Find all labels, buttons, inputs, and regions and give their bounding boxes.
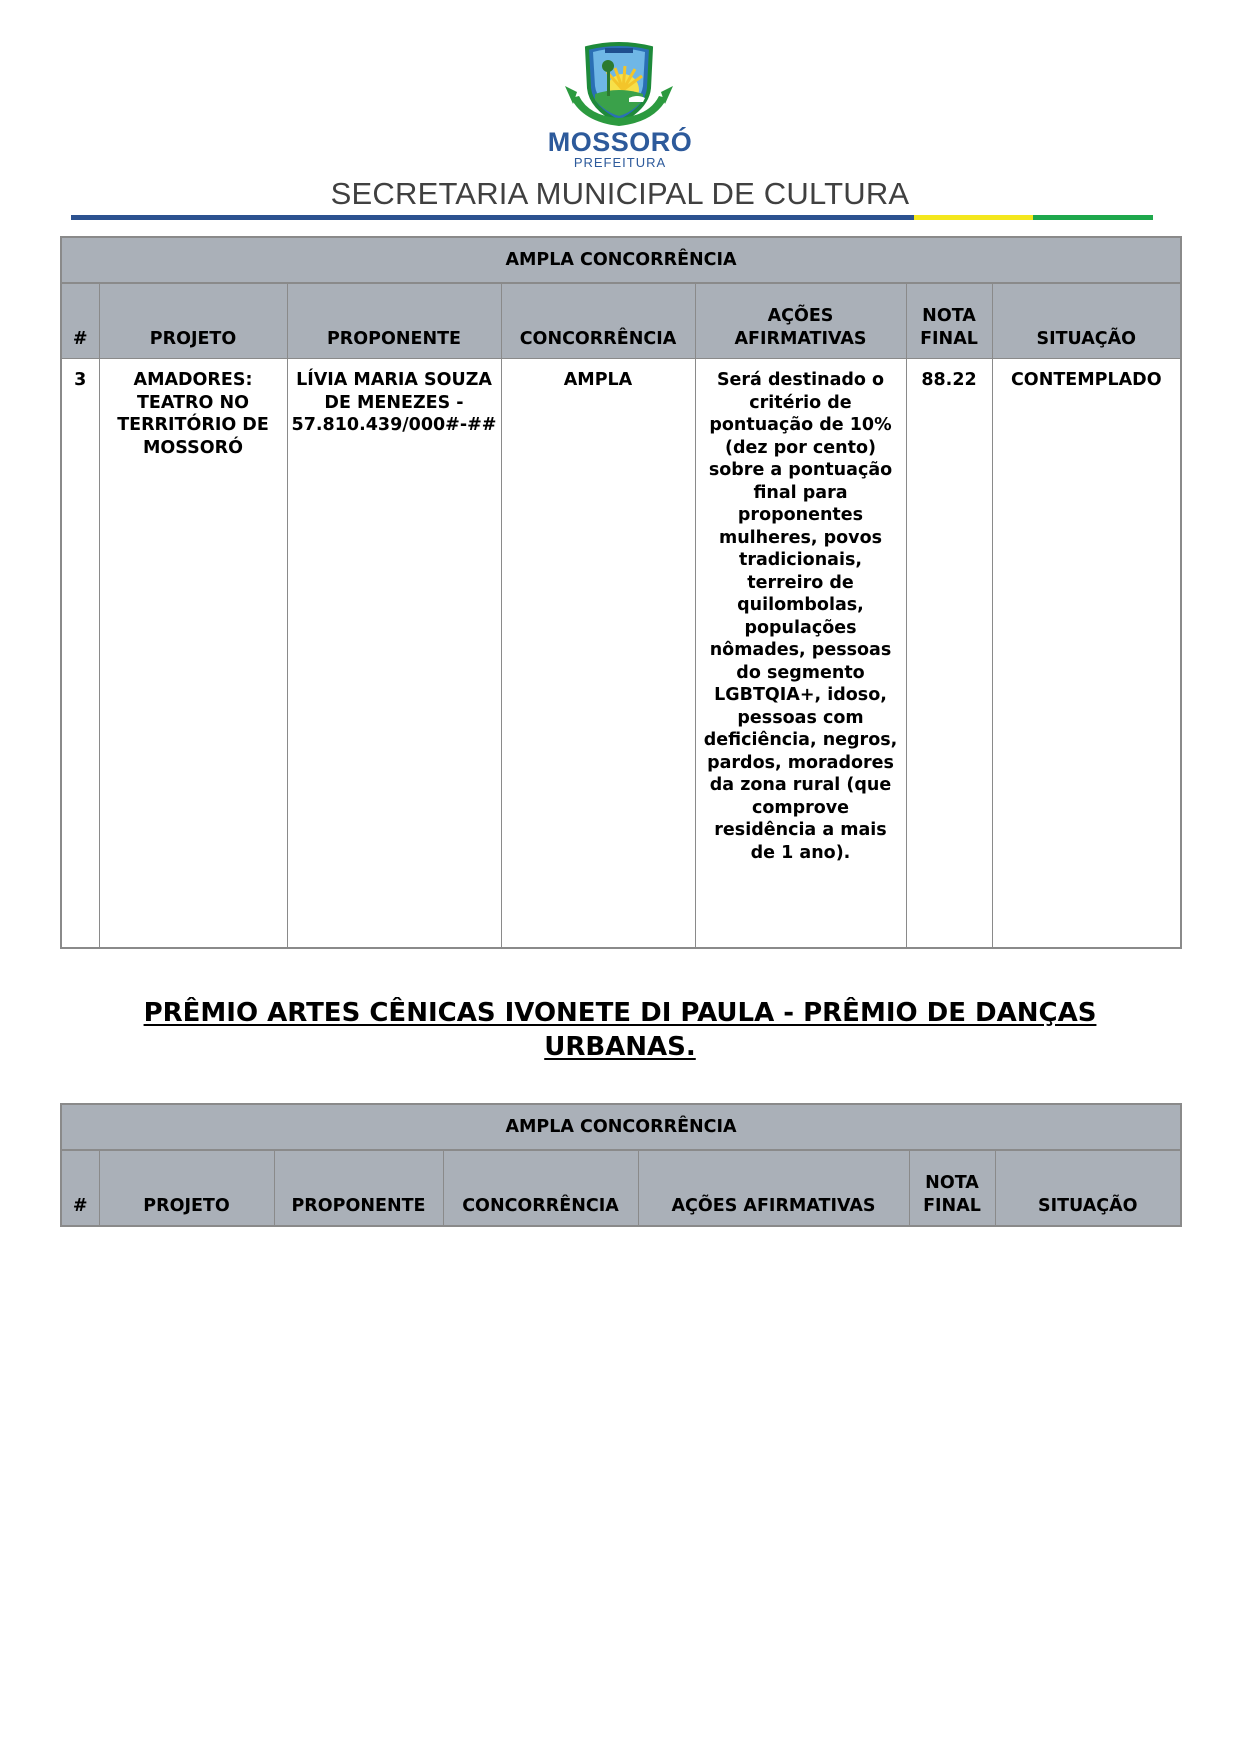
brand-block xyxy=(520,128,720,170)
results-table-dancas-urbanas xyxy=(60,1103,1182,1227)
column-header-number: # xyxy=(61,1150,99,1226)
column-header-concorrencia: CONCORRÊNCIA xyxy=(443,1150,638,1226)
column-header-situacao: SITUAÇÃO xyxy=(995,1150,1181,1226)
cell-acoes-afirmativas: Será destinado o critério de pontuação de 10% (dez por cento) sobre a pontuação final para proponentes mulheres, povos tradicionais, terreiro de quilombolas, populações nômades, pessoas do segmento LGBTQIA+, idoso, pessoas com deficiência, negros, pardos, moradores da zona rural (que comprove residência a mais de 1 ano). xyxy=(695,359,906,949)
cell-projeto: AMADORES: TEATRO NO TERRITÓRIO DE MOSSORÓ xyxy=(99,359,287,949)
cell-nota-final: 88.22 xyxy=(906,359,992,949)
brand-subtitle: PREFEITURA xyxy=(573,155,667,170)
mossoro-coat-of-arms-icon xyxy=(563,42,675,132)
table-band-header: AMPLA CONCORRÊNCIA xyxy=(61,1104,1181,1150)
cell-concorrencia: AMPLA xyxy=(501,359,695,949)
column-header-proponente: PROPONENTE xyxy=(287,283,501,359)
column-header-acoes-afirmativas: AÇÕES AFIRMATIVAS xyxy=(638,1150,909,1226)
header-stripe-yellow xyxy=(914,215,1033,220)
column-header-proponente: PROPONENTE xyxy=(274,1150,443,1226)
column-header-projeto: PROJETO xyxy=(99,1150,274,1226)
table-band-header: AMPLA CONCORRÊNCIA xyxy=(61,237,1181,283)
results-table-teatro xyxy=(60,236,1182,949)
column-header-acoes-afirmativas: AÇÕES AFIRMATIVAS xyxy=(695,283,906,359)
column-header-nota-final: NOTA FINAL xyxy=(909,1150,995,1226)
column-header-concorrencia: CONCORRÊNCIA xyxy=(501,283,695,359)
brand-name: MOSSORÓ xyxy=(547,127,693,157)
table-row xyxy=(61,359,1181,949)
header-stripe-green xyxy=(1033,215,1153,220)
header-stripe-blue xyxy=(71,215,914,220)
department-title: SECRETARIA MUNICIPAL DE CULTURA xyxy=(330,176,910,211)
cell-proponente: LÍVIA MARIA SOUZA DE MENEZES - 57.810.439/000#-## xyxy=(287,359,501,949)
cell-situacao: CONTEMPLADO xyxy=(992,359,1181,949)
column-header-situacao: SITUAÇÃO xyxy=(992,283,1181,359)
column-header-number: # xyxy=(61,283,99,359)
cell-number: 3 xyxy=(61,359,99,949)
column-header-nota-final: NOTA FINAL xyxy=(906,283,992,359)
section-title: PRÊMIO ARTES CÊNICAS IVONETE DI PAULA - PRÊMIO DE DANÇAS URBANAS. xyxy=(143,998,1097,1062)
column-header-projeto: PROJETO xyxy=(99,283,287,359)
